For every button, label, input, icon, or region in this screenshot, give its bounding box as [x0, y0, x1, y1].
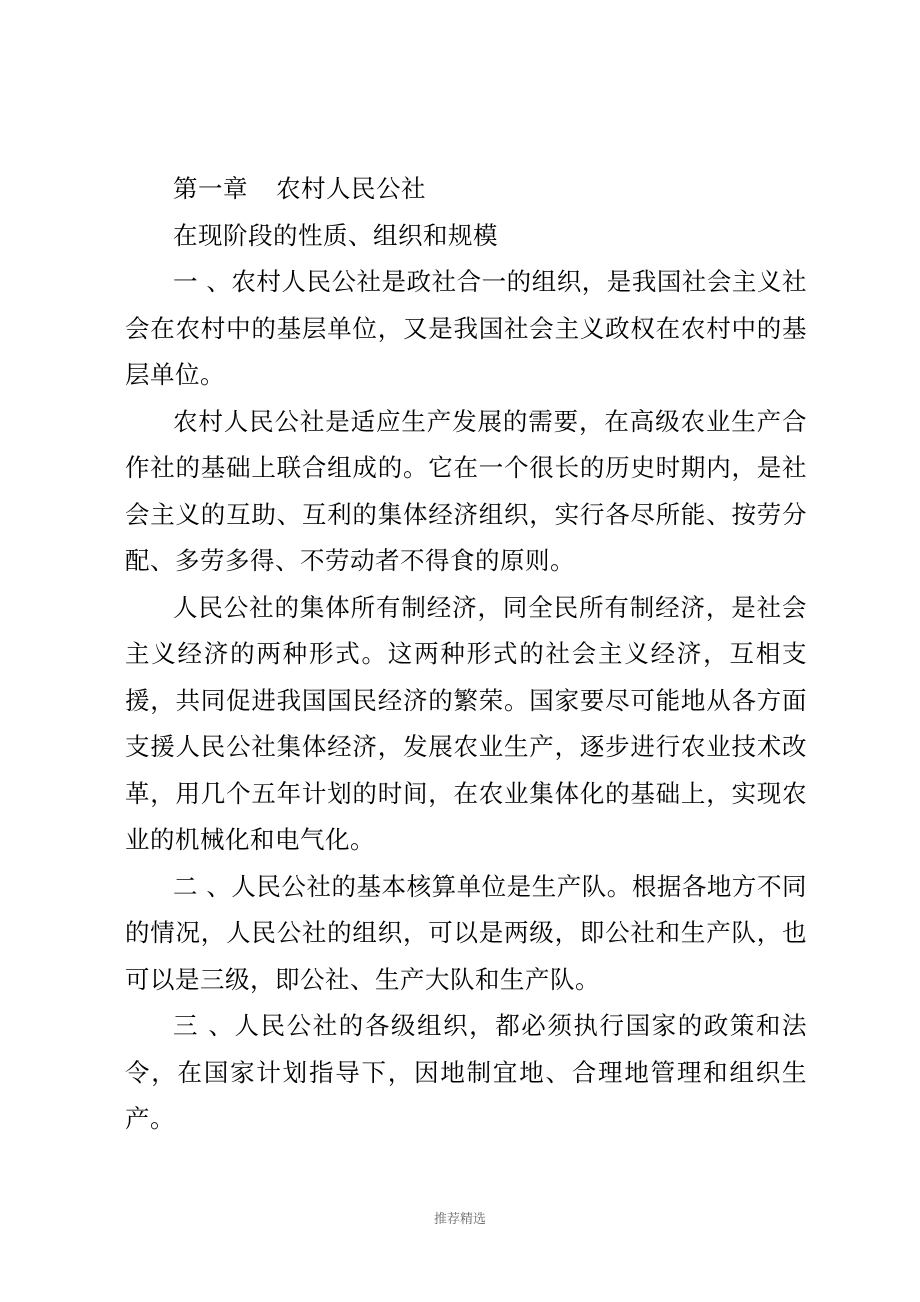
paragraph-3: 人民公社的集体所有制经济，同全民所有制经济，是社会主义经济的两种形式。这两种形式的社会主义经济，互相支援，共同促进我国国民经济的繁荣。国家要尽可能地从各方面支援人民公社集体经济，发展农业生产，逐步进行农业技术改革，用几个五年计划的时间，在农业集体化的基础上，实现农业的机械化和电气化。 [125, 592, 807, 854]
paragraph-1: 一 、农村人民公社是政社合一的组织，是我国社会主义社会在农村中的基层单位，又是我国社会主义政权在农村中的基层单位。 [125, 267, 807, 389]
chapter-number: 第一章 [173, 174, 248, 203]
paragraph-4: 二 、人民公社的基本核算单位是生产队。根据各地方不同的情况，人民公社的组织，可以是两级，即公社和生产队，也可以是三级，即公社、生产大队和生产队。 [125, 871, 807, 994]
paragraph-2: 农村人民公社是适应生产发展的需要，在高级农业生产合作社的基础上联合组成的。它在一个很长的历史时期内，是社会主义的互助、互利的集体经济组织，实行各尽所能、按劳分配、多劳多得、不劳动者不得食的原则。 [125, 406, 807, 575]
chapter-title: 农村人民公社 [276, 174, 426, 203]
paragraph-5: 三 、人民公社的各级组织，都必须执行国家的政策和法令，在国家计划指导下，因地制宜地、合理地管理和组织生产。 [125, 1011, 807, 1133]
document-body [125, 166, 807, 1143]
chapter-heading [125, 166, 807, 213]
chapter-subtitle: 在现阶段的性质、组织和规模 [173, 220, 498, 250]
page-footer: 推荐精选 [433, 1212, 486, 1227]
